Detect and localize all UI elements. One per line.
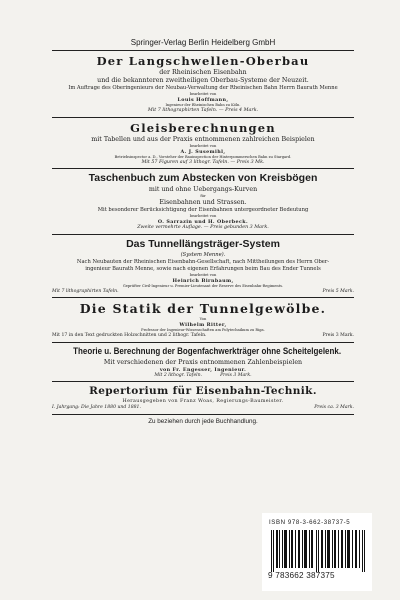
ad-line: Mit verschiedenen der Praxis entnommenen Zahlenbeispielen (103, 358, 303, 366)
bookseller-note: Zu beziehen durch jede Buchhandlung. (148, 417, 258, 425)
ad-title: Der Langschwellen-Oberbau (96, 54, 310, 68)
ad-title: Gleisberechnungen (130, 120, 276, 135)
ad-author: A. J. Susemihl, (180, 148, 226, 155)
ad-line: bearbeitet von (189, 92, 217, 97)
ad-line: Mit besonderer Berücksichtigung der Eisenbahnen untergeordneter Bedeutung (97, 207, 309, 214)
ad-author: Herausgegeben von Franz Woas, Regierungs-Baumeister. (122, 399, 284, 405)
isbn-digits: 9 783662 387375 (268, 571, 335, 580)
ad-tunnellaengstraeger (52, 234, 354, 298)
ad-author: Wilhelm Ritter, (179, 322, 227, 329)
isbn-label: ISBN 978-3-662-38737-5 (269, 519, 351, 526)
ad-statik-tunnelgewoelbe (52, 297, 354, 342)
ad-author: von Fr. Engesser, Ingenieur. (159, 366, 247, 373)
ad-footer-left: I. Jahrgang: Die Jahre 1880 und 1881. (52, 405, 141, 411)
ad-footer-left: Mit 7 lithographirten Tafeln. (52, 288, 119, 294)
ad-langschwellen (52, 50, 354, 117)
ad-title: Taschenbuch zum Abstecken von Kreisbögen (88, 172, 318, 185)
ad-footer-right: Preis ca. 3 Mark. (314, 405, 354, 411)
ad-footer-right: Preis 3 Mark. (220, 372, 252, 378)
ad-title: Die Statik der Tunnelgewölbe. (79, 301, 327, 317)
ad-line: bearbeitet von (189, 143, 217, 148)
ad-line: bearbeitet von (189, 214, 217, 219)
ad-line: und die bekannteren zweitheiligen Oberbau-Systeme der Neuzeit. (97, 77, 309, 85)
barcode-bars (271, 530, 365, 572)
ad-footer-right: Preis 3 Mark. (322, 333, 354, 339)
ad-footer: Mit 7 lithographirten Tafeln. — Preis 4 Mark. (147, 108, 259, 114)
ad-line: Im Auftrage des Oberingenieurs der Neubau-Verwaltung der Rheinischen Bahn Herrn Baurath Menne (68, 85, 338, 92)
ad-title: Das Tunnellängsträger-System (126, 237, 280, 250)
ad-title: Theorie u. Berechnung der Bogenfachwerkträger ohne Scheitelgelenk. (73, 345, 342, 356)
ad-line: für (200, 194, 206, 199)
ad-line: mit und ohne Uebergangs-Kurven (148, 186, 258, 194)
ad-footer-left: Mit 17 in den Text gedruckten Holzschnitten und 2 lithogr. Tafeln. (52, 333, 207, 339)
ad-author: Louis Hoffmann, (177, 97, 229, 104)
ad-author: Heinrich Birnbaum, (172, 277, 234, 284)
ad-footer-right: Preis 5 Mark. (322, 288, 354, 294)
ad-taschenbuch (52, 168, 354, 234)
ad-footer-row (52, 405, 354, 412)
ad-repertorium (52, 381, 354, 415)
ad-subtitle: (System Menne). (180, 251, 226, 258)
ad-gleisberechnungen (52, 117, 354, 169)
ad-line: mit Tabellen und aus der Praxis entnommenen zahlreichen Beispielen (91, 135, 315, 143)
ad-author-note: Ingenieur der Rheinischen Bahn zu Köln. (165, 103, 241, 108)
ad-author-note: Professor der Ingenieur-Wissenschaften am Polytechnikum zu Riga. (141, 328, 265, 333)
ad-author-note: Betriebsinspector a. D., Vorsteher der Bauinspection der Hinterpommerschen Bahn zu Stargard. (114, 154, 292, 159)
ad-author: O. Sarrazin und H. Oberbeck. (157, 219, 249, 226)
ad-author-note: Geprüfter Civil-Ingenieur u. Premier-Lieutenant der Reserve des Eisenbahn-Regiments. (122, 283, 284, 288)
ad-line: der Rheinischen Eisenbahn (159, 69, 247, 77)
ad-footer-left: Mit 2 lithogr. Tafeln. (154, 372, 203, 378)
ad-line: Von (199, 317, 207, 322)
ad-line: ingenieur Baurath Menne, sowie nach eigenen Erfahrungen beim Bau des Ender Tunnels (85, 265, 321, 272)
ad-footer-row (52, 289, 354, 296)
advertisement-page (52, 38, 354, 425)
ad-footer: Mit 57 Figuren auf 3 lithogr. Tafeln. — Preis 3 Mk. (141, 159, 265, 165)
ad-footer-row (52, 373, 354, 380)
isbn-barcode (262, 513, 372, 591)
ad-bogenfachwerktraeger (52, 342, 354, 381)
publisher-name: Springer-Verlag Berlin Heidelberg GmbH (130, 38, 276, 47)
ad-line: Eisenbahnen und Strassen. (159, 199, 247, 207)
ad-title: Repertorium für Eisenbahn-Technik. (89, 385, 317, 398)
ad-line: bearbeitet von (189, 272, 217, 277)
ad-footer-row (52, 333, 354, 340)
ad-line: Nach Neubauten der Rheinischen Eisenbahn-Gesellschaft, nach Mittheilungen des Herrn Ober- (76, 258, 330, 265)
ad-footer: Zweite vermehrte Auflage. — Preis gebunden 3 Mark. (137, 225, 269, 231)
